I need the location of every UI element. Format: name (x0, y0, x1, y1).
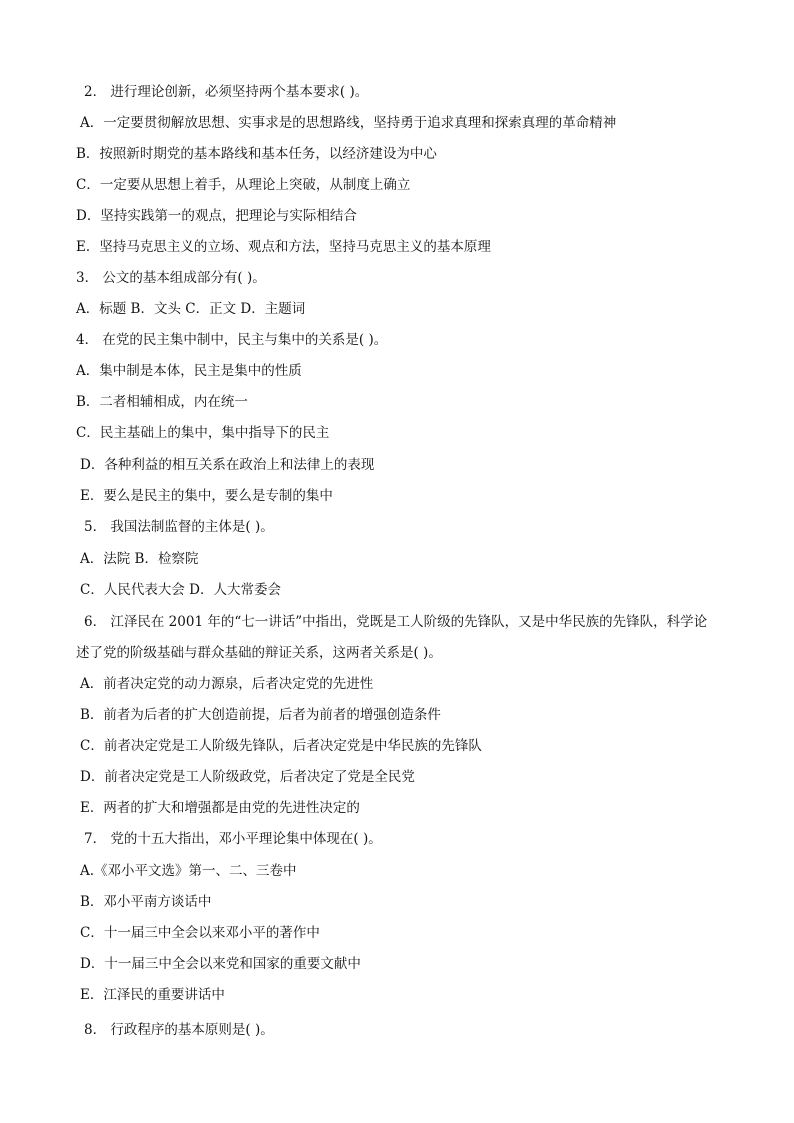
q3-options: A．标题 B．文头 C．正文 D．主题词 (76, 301, 306, 317)
q6-option-e: E．两者的扩大和增强都是由党的先进性决定的 (80, 800, 360, 816)
q5-options-ab: A．法院 B．检察院 (80, 551, 199, 567)
q7-option-c: C．十一届三中全会以来邓小平的著作中 (80, 925, 320, 941)
q5-options-cd: C．人民代表大会 D．人大常委会 (80, 582, 281, 598)
q6-option-d: D．前者决定党是工人阶级政党，后者决定了党是全民党 (80, 769, 415, 785)
question-2: 2． 进行理论创新，必须坚持两个基本要求( )。 (84, 84, 369, 100)
question-3: 3． 公文的基本组成部分有( )。 (76, 270, 266, 286)
question-8: 8． 行政程序的基本原则是( )。 (84, 1022, 274, 1038)
question-4: 4． 在党的民主集中制中，民主与集中的关系是( )。 (76, 332, 388, 348)
q7-option-d: D．十一届三中全会以来党和国家的重要文献中 (80, 956, 361, 972)
q2-option-c: C．一定要从思想上着手，从理论上突破，从制度上确立 (76, 177, 411, 193)
q2-option-a: A．一定要贯彻解放思想、实事求是的思想路线，坚持勇于追求真理和探索真理的革命精神 (80, 115, 617, 131)
q4-option-d: D．各种利益的相互关系在政治上和法律上的表现 (80, 457, 375, 473)
q7-option-e: E．江泽民的重要讲话中 (80, 987, 225, 1003)
question-6: 6． 江泽民在 2001 年的“七一讲话”中指出，党既是工人阶级的先锋队，又是中华民族的先锋队，科学论述了党的阶级基础与群众基础的辩证关系，这两者关系是( )。 (76, 614, 708, 661)
q4-option-b: B．二者相辅相成，内在统一 (76, 394, 248, 410)
q7-option-b: B．邓小平南方谈话中 (80, 894, 212, 910)
q4-option-a: A．集中制是本体，民主是集中的性质 (76, 363, 302, 379)
q7-option-a: A.《邓小平文选》第一、二、三卷中 (80, 863, 297, 879)
q2-option-d: D．坚持实践第一的观点，把理论与实际相结合 (76, 208, 357, 224)
q6-option-c: C．前者决定党是工人阶级先锋队，后者决定党是中华民族的先锋队 (80, 738, 482, 754)
q2-option-b: B．按照新时期党的基本路线和基本任务，以经济建设为中心 (76, 146, 437, 162)
q2-option-e: E．坚持马克思主义的立场、观点和方法，坚持马克思主义的基本原理 (76, 239, 491, 255)
q4-option-e: E．要么是民主的集中，要么是专制的集中 (80, 488, 333, 504)
q4-option-c: C．民主基础上的集中，集中指导下的民主 (76, 425, 330, 441)
question-7: 7． 党的十五大指出，邓小平理论集中体现在( )。 (84, 831, 382, 847)
q6-option-b: B．前者为后者的扩大创造前提，后者为前者的增强创造条件 (80, 707, 441, 723)
question-5: 5． 我国法制监督的主体是( )。 (84, 519, 274, 535)
q6-option-a: A．前者决定党的动力源泉，后者决定党的先进性 (80, 676, 374, 692)
